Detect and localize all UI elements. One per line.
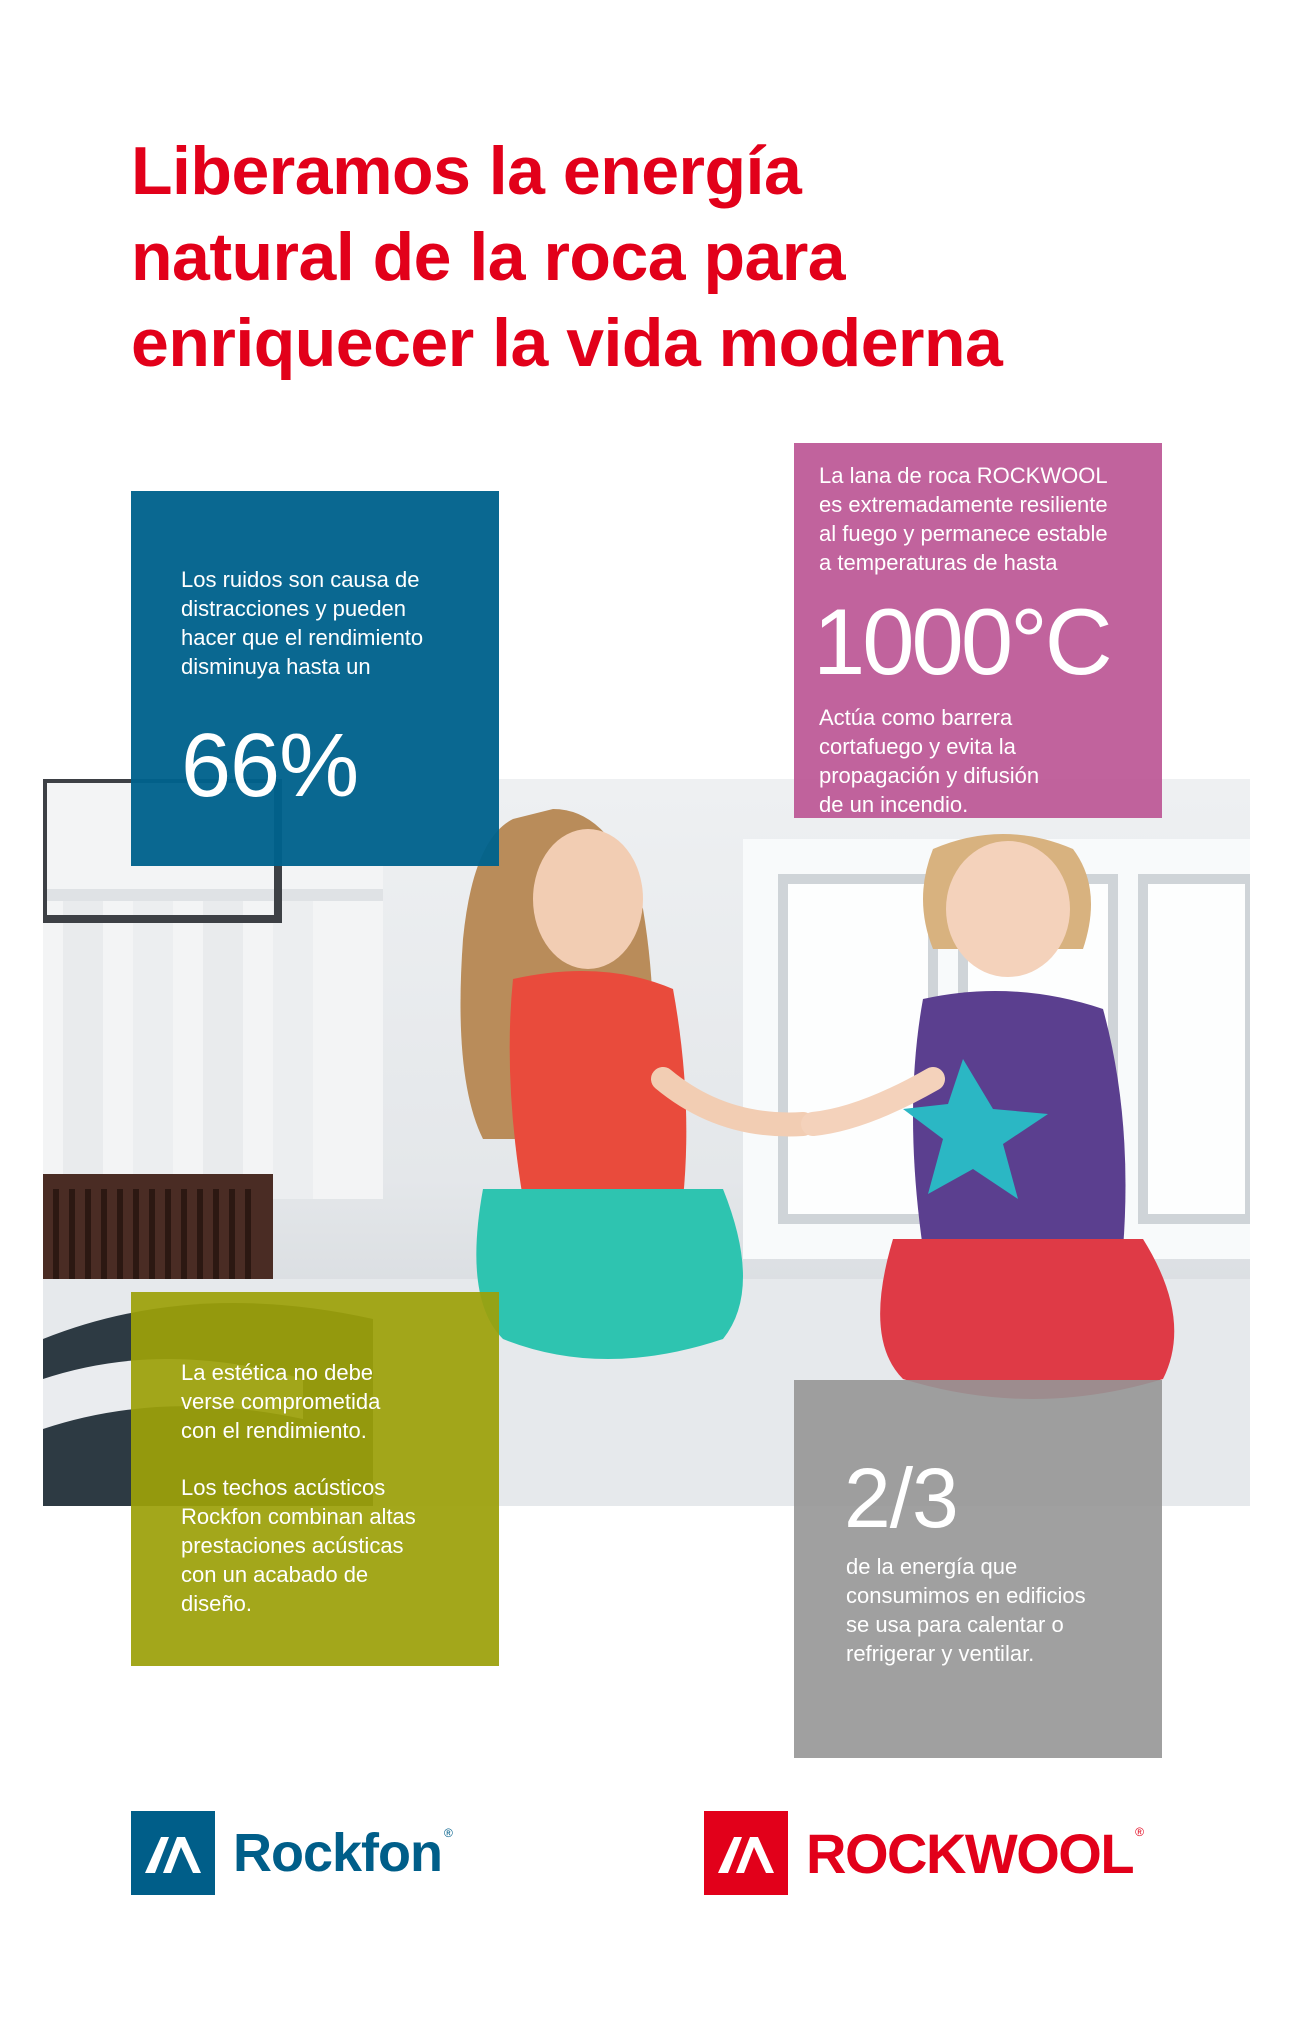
energy-text bbox=[846, 1552, 1132, 1668]
noise-figure: 66% bbox=[181, 716, 359, 816]
text-line: Los ruidos son causa de bbox=[181, 567, 420, 592]
rock-mark-icon bbox=[131, 1811, 215, 1895]
aesthetics-para-1 bbox=[181, 1358, 469, 1445]
noise-stat-box bbox=[131, 491, 499, 866]
text-line: con un acabado de bbox=[181, 1562, 369, 1587]
fire-outro-text bbox=[819, 703, 1142, 819]
text-line: con el rendimiento. bbox=[181, 1418, 367, 1443]
rockwool-name: ROCKWOOL bbox=[806, 1821, 1134, 1885]
rockfon-wordmark bbox=[233, 1822, 452, 1884]
text-line: a temperaturas de hasta bbox=[819, 550, 1058, 575]
aesthetics-para-2 bbox=[181, 1473, 469, 1618]
text-line: propagación y difusión bbox=[819, 763, 1040, 788]
rockfon-logo bbox=[131, 1811, 452, 1895]
rockfon-mark-icon bbox=[131, 1811, 215, 1895]
text-line: verse comprometida bbox=[181, 1389, 381, 1414]
text-line: consumimos en edificios bbox=[846, 1583, 1086, 1608]
text-line: La estética no debe bbox=[181, 1360, 374, 1385]
text-line: hacer que el rendimiento bbox=[181, 625, 424, 650]
registered-mark: ® bbox=[1135, 1824, 1143, 1839]
text-line: es extremadamente resiliente bbox=[819, 492, 1108, 517]
rockwool-logo bbox=[704, 1811, 1142, 1895]
fire-stat-box bbox=[794, 443, 1162, 818]
rockwool-wordmark bbox=[806, 1821, 1142, 1886]
fire-figure: 1000°C bbox=[813, 589, 1110, 694]
noise-text bbox=[181, 565, 459, 681]
headline-line: enriquecer la vida moderna bbox=[131, 305, 1003, 381]
rockfon-name: Rockfon bbox=[233, 1823, 442, 1883]
text-line: Rockfon combinan altas bbox=[181, 1504, 416, 1529]
headline-line: natural de la roca para bbox=[131, 219, 846, 295]
text-line: disminuya hasta un bbox=[181, 654, 371, 679]
text-line: diseño. bbox=[181, 1591, 252, 1616]
text-line: Actúa como barrera bbox=[819, 705, 1013, 730]
headline-line: Liberamos la energía bbox=[131, 133, 802, 209]
headline bbox=[131, 128, 1181, 386]
rock-mark-icon bbox=[704, 1811, 788, 1895]
text-line: distracciones y pueden bbox=[181, 596, 407, 621]
text-line: Los techos acústicos bbox=[181, 1475, 386, 1500]
registered-mark: ® bbox=[444, 1826, 452, 1840]
text-line: al fuego y permanece estable bbox=[819, 521, 1108, 546]
text-line: La lana de roca ROCKWOOL bbox=[819, 463, 1108, 488]
text-line: se usa para calentar o bbox=[846, 1612, 1064, 1637]
text-line: de la energía que bbox=[846, 1554, 1018, 1579]
energy-stat-box bbox=[794, 1380, 1162, 1758]
text-line: cortafuego y evita la bbox=[819, 734, 1016, 759]
text-line: refrigerar y ventilar. bbox=[846, 1641, 1035, 1666]
text-line: de un incendio. bbox=[819, 792, 969, 817]
text-line: prestaciones acústicas bbox=[181, 1533, 404, 1558]
energy-figure: 2/3 bbox=[844, 1451, 958, 1545]
rockwool-mark-icon bbox=[704, 1811, 788, 1895]
aesthetics-box bbox=[131, 1292, 499, 1666]
fire-intro-text bbox=[819, 461, 1142, 577]
